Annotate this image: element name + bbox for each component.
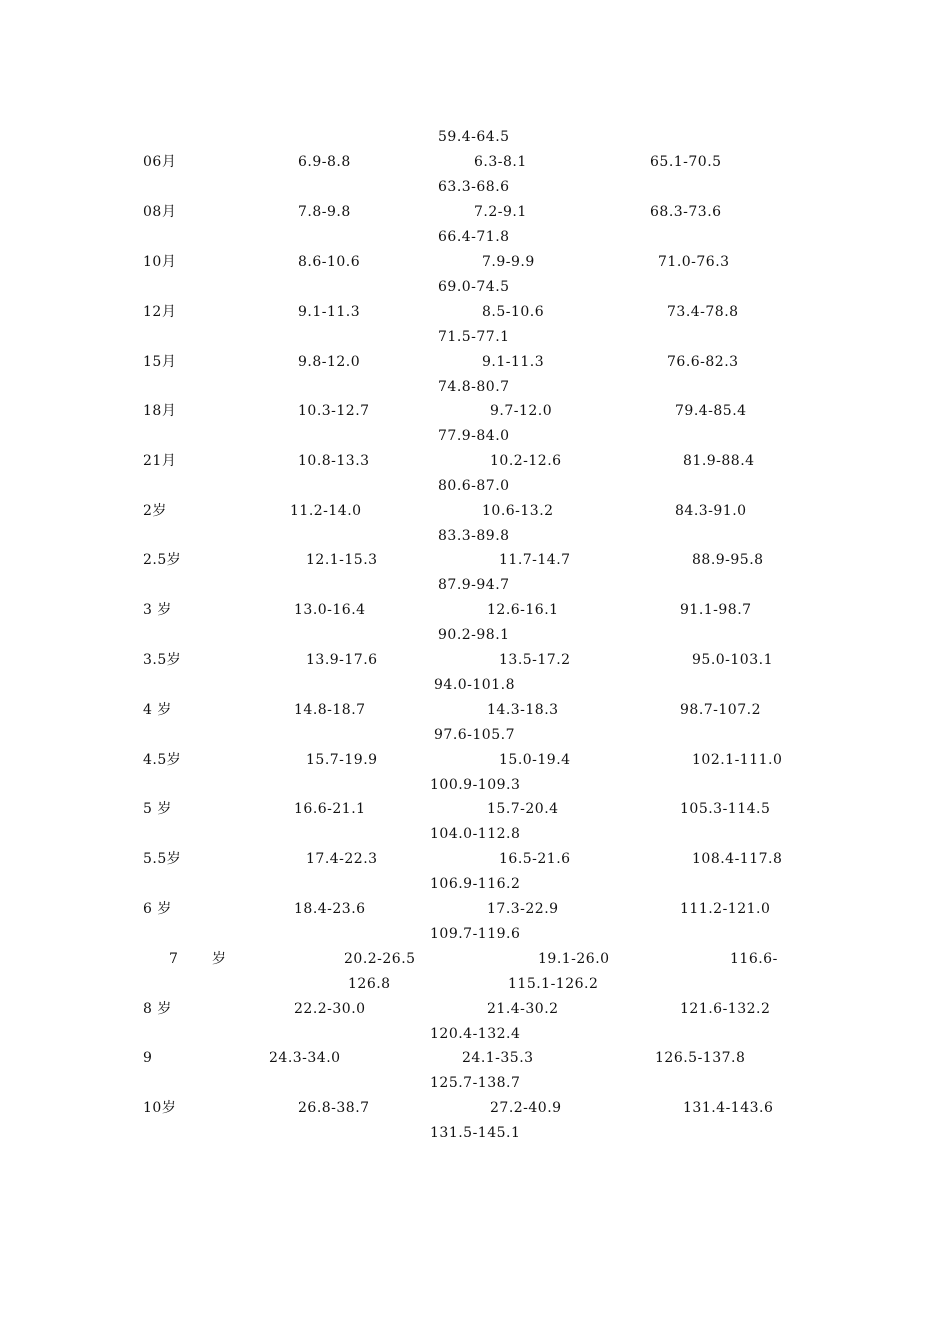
age-label: 8 岁 xyxy=(143,1001,172,1017)
age-label: 5 岁 xyxy=(143,801,172,817)
weight-range-boys: 22.2-30.0 xyxy=(294,1001,366,1017)
weight-range-girls: 6.3-8.1 xyxy=(474,154,527,170)
weight-range-girls: 27.2-40.9 xyxy=(490,1100,562,1116)
height-range-girls: 63.3-68.6 xyxy=(438,179,510,195)
weight-range-girls: 17.3-22.9 xyxy=(487,901,559,917)
height-range-boys: 105.3-114.5 xyxy=(680,801,771,817)
height-range-boys: 68.3-73.6 xyxy=(650,204,722,220)
weight-range-girls: 9.1-11.3 xyxy=(482,354,545,370)
age-label: 4.5岁 xyxy=(143,752,182,768)
height-range-boys: 76.6-82.3 xyxy=(667,354,739,370)
weight-range-boys: 15.7-19.9 xyxy=(306,752,378,768)
height-range-boys: 126.5-137.8 xyxy=(655,1050,746,1066)
height-range-girls: 83.3-89.8 xyxy=(438,528,510,544)
age-label: 18月 xyxy=(143,403,177,419)
weight-range-boys: 13.9-17.6 xyxy=(306,652,378,668)
height-range-girls: 120.4-132.4 xyxy=(430,1026,521,1042)
age-label: 2岁 xyxy=(143,503,167,519)
weight-range-boys: 10.8-13.3 xyxy=(298,453,370,469)
weight-range-girls: 10.2-12.6 xyxy=(490,453,562,469)
height-range-boys: 81.9-88.4 xyxy=(683,453,755,469)
height-range-boys: 84.3-91.0 xyxy=(675,503,747,519)
age-label-unit: 岁 xyxy=(212,951,227,967)
height-range-boys: 95.0-103.1 xyxy=(692,652,773,668)
age-label-number: 7 xyxy=(169,951,179,967)
weight-range-boys: 16.6-21.1 xyxy=(294,801,366,817)
height-range-boys: 111.2-121.0 xyxy=(680,901,771,917)
age-label: 15月 xyxy=(143,354,177,370)
age-label: 3.5岁 xyxy=(143,652,182,668)
height-range-boys: 102.1-111.0 xyxy=(692,752,783,768)
age-label: 4 岁 xyxy=(143,702,172,718)
age-label: 10月 xyxy=(143,254,177,270)
height-range-girls: 131.5-145.1 xyxy=(430,1125,521,1141)
weight-range-boys: 7.8-9.8 xyxy=(298,204,351,220)
height-range-boys: 88.9-95.8 xyxy=(692,552,764,568)
height-range-boys: 131.4-143.6 xyxy=(683,1100,774,1116)
height-range-boys: 73.4-78.8 xyxy=(667,304,739,320)
height-range-girls: 77.9-84.0 xyxy=(438,428,510,444)
weight-range-girls: 12.6-16.1 xyxy=(487,602,559,618)
height-range-boys: 65.1-70.5 xyxy=(650,154,722,170)
weight-range-boys: 11.2-14.0 xyxy=(290,503,362,519)
weight-range-girls: 15.7-20.4 xyxy=(487,801,559,817)
age-label: 10岁 xyxy=(143,1100,177,1116)
weight-range-boys: 26.8-38.7 xyxy=(298,1100,370,1116)
weight-range-girls: 21.4-30.2 xyxy=(487,1001,559,1017)
weight-range-boys: 14.8-18.7 xyxy=(294,702,366,718)
height-range-boys: 108.4-117.8 xyxy=(692,851,783,867)
height-range-girls: 87.9-94.7 xyxy=(438,577,510,593)
weight-range-girls: 9.7-12.0 xyxy=(490,403,553,419)
weight-range-girls: 10.6-13.2 xyxy=(482,503,554,519)
height-range-girls: 115.1-126.2 xyxy=(508,976,599,992)
age-label: 2.5岁 xyxy=(143,552,182,568)
weight-range-boys: 8.6-10.6 xyxy=(298,254,361,270)
weight-range-girls: 16.5-21.6 xyxy=(499,851,571,867)
weight-range-boys: 24.3-34.0 xyxy=(269,1050,341,1066)
weight-range-boys: 20.2-26.5 xyxy=(344,951,416,967)
height-range-boys-wrap: 126.8 xyxy=(348,976,391,992)
height-range-girls: 97.6-105.7 xyxy=(434,727,515,743)
weight-range-boys: 17.4-22.3 xyxy=(306,851,378,867)
height-range-boys: 98.7-107.2 xyxy=(680,702,761,718)
height-range-girls: 69.0-74.5 xyxy=(438,279,510,295)
age-label: 9 xyxy=(143,1050,153,1066)
height-range-girls: 94.0-101.8 xyxy=(434,677,515,693)
weight-range-girls: 8.5-10.6 xyxy=(482,304,545,320)
height-range-boys: 79.4-85.4 xyxy=(675,403,747,419)
height-range-boys: 116.6- xyxy=(730,951,778,967)
weight-range-boys: 12.1-15.3 xyxy=(306,552,378,568)
continuation-value: 59.4-64.5 xyxy=(438,129,510,145)
age-label: 6 岁 xyxy=(143,901,172,917)
weight-range-boys: 9.1-11.3 xyxy=(298,304,361,320)
weight-range-girls: 7.2-9.1 xyxy=(474,204,527,220)
height-range-girls: 125.7-138.7 xyxy=(430,1075,521,1091)
age-label: 08月 xyxy=(143,204,177,220)
height-range-girls: 71.5-77.1 xyxy=(438,329,510,345)
age-label: 12月 xyxy=(143,304,177,320)
weight-range-girls: 19.1-26.0 xyxy=(538,951,610,967)
height-range-girls: 90.2-98.1 xyxy=(438,627,510,643)
age-label: 06月 xyxy=(143,154,177,170)
height-range-girls: 66.4-71.8 xyxy=(438,229,510,245)
height-range-boys: 71.0-76.3 xyxy=(658,254,730,270)
weight-range-girls: 15.0-19.4 xyxy=(499,752,571,768)
age-label: 3 岁 xyxy=(143,602,172,618)
weight-range-boys: 18.4-23.6 xyxy=(294,901,366,917)
weight-range-boys: 10.3-12.7 xyxy=(298,403,370,419)
age-label: 21月 xyxy=(143,453,177,469)
weight-range-girls: 11.7-14.7 xyxy=(499,552,571,568)
height-range-girls: 100.9-109.3 xyxy=(430,777,521,793)
height-range-girls: 104.0-112.8 xyxy=(430,826,521,842)
height-range-girls: 106.9-116.2 xyxy=(430,876,521,892)
weight-range-boys: 9.8-12.0 xyxy=(298,354,361,370)
weight-range-girls: 13.5-17.2 xyxy=(499,652,571,668)
height-range-boys: 91.1-98.7 xyxy=(680,602,752,618)
height-range-girls: 109.7-119.6 xyxy=(430,926,521,942)
weight-range-boys: 6.9-8.8 xyxy=(298,154,351,170)
height-range-girls: 80.6-87.0 xyxy=(438,478,510,494)
weight-range-girls: 14.3-18.3 xyxy=(487,702,559,718)
weight-range-girls: 7.9-9.9 xyxy=(482,254,535,270)
height-range-girls: 74.8-80.7 xyxy=(438,379,510,395)
age-label: 5.5岁 xyxy=(143,851,182,867)
height-range-boys: 121.6-132.2 xyxy=(680,1001,771,1017)
weight-range-girls: 24.1-35.3 xyxy=(462,1050,534,1066)
weight-range-boys: 13.0-16.4 xyxy=(294,602,366,618)
